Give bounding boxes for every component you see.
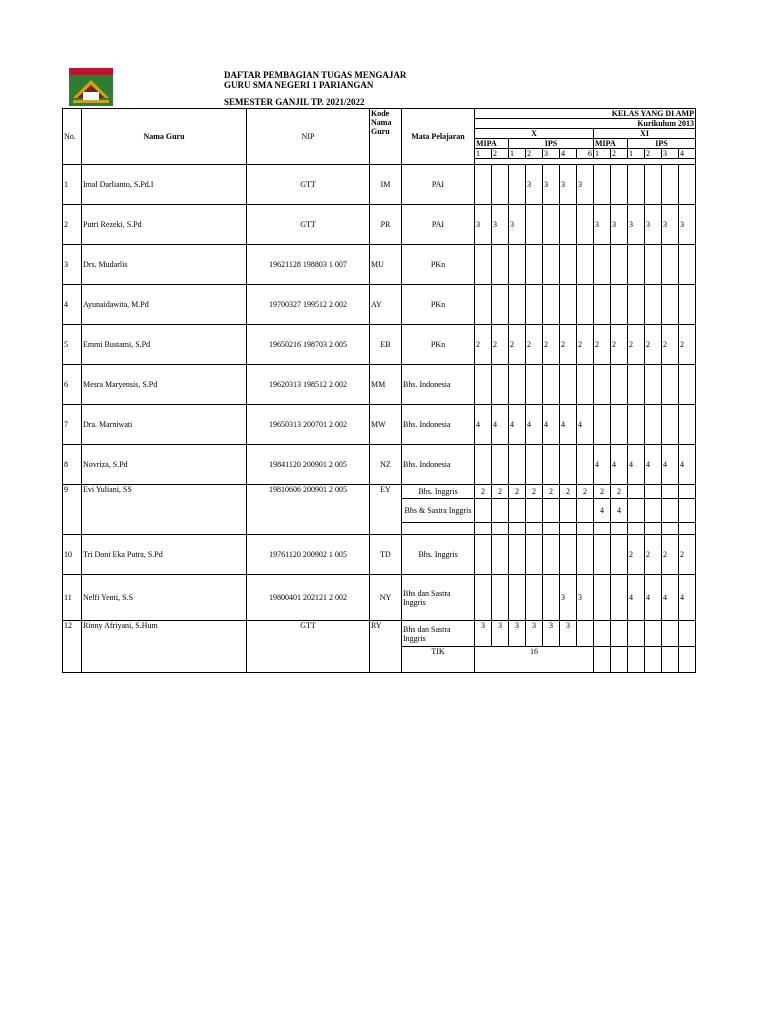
hours-cell: 2	[526, 485, 543, 499]
hours-cell: 3	[560, 165, 577, 205]
teacher-name: Dra. Marniwati	[82, 405, 247, 445]
hours-cell: 2	[645, 535, 662, 575]
hours-cell	[679, 621, 696, 647]
hours-cell	[577, 535, 594, 575]
subject: PKn	[402, 245, 475, 285]
hours-cell	[611, 245, 628, 285]
class-number-x-ips-3: 4	[560, 149, 577, 159]
hours-cell	[645, 499, 662, 523]
subject: TIK	[402, 647, 475, 673]
teacher-name: Novriza, S.Pd	[82, 445, 247, 485]
hours-cell: 2	[560, 325, 577, 365]
hours-cell: 2	[577, 485, 594, 499]
teacher-nip: GTT	[247, 205, 370, 245]
hours-cell	[526, 535, 543, 575]
table-row	[63, 405, 696, 445]
hours-cell	[611, 405, 628, 445]
hours-cell: 3	[509, 205, 526, 245]
hours-cell: 2	[679, 535, 696, 575]
hours-cell	[611, 165, 628, 205]
hours-cell: 2	[662, 535, 679, 575]
hours-cell	[543, 285, 560, 325]
hours-cell	[475, 245, 492, 285]
teacher-code: EB	[370, 325, 402, 365]
hours-cell: 2	[577, 325, 594, 365]
hours-cell	[611, 575, 628, 621]
table-row	[63, 205, 696, 245]
teacher-nip: 19620313 198512 2 002	[247, 365, 370, 405]
school-emblem-logo	[69, 68, 113, 106]
row-number: 9	[63, 485, 82, 535]
hours-cell	[662, 365, 679, 405]
hours-cell	[628, 365, 645, 405]
table-row	[63, 285, 696, 325]
subject-empty	[402, 523, 475, 535]
header-kurikulum: Kurikulum 2013	[475, 119, 696, 129]
hours-cell: 2	[509, 325, 526, 365]
teacher-nip: GTT	[247, 621, 370, 673]
teacher-code: TD	[370, 535, 402, 575]
hours-cell: 3	[645, 205, 662, 245]
hours-cell	[662, 621, 679, 647]
hours-cell	[679, 405, 696, 445]
hours-cell: 3	[577, 575, 594, 621]
hours-cell	[509, 165, 526, 205]
hours-cell	[543, 365, 560, 405]
subject: Bhs dan Sastra Inggris	[402, 575, 475, 621]
hours-cell	[577, 499, 594, 523]
hours-cell: 3	[526, 165, 543, 205]
header-grade-xi: XI	[594, 129, 696, 139]
hours-cell	[628, 245, 645, 285]
hours-cell: 3	[475, 205, 492, 245]
hours-cell	[679, 285, 696, 325]
hours-cell	[543, 535, 560, 575]
hours-cell: 2	[628, 535, 645, 575]
teacher-nip: 19761120 200902 1 005	[247, 535, 370, 575]
row-number: 11	[63, 575, 82, 621]
hours-cell: 2	[492, 325, 509, 365]
hours-cell: 2	[662, 325, 679, 365]
hours-cell	[679, 647, 696, 673]
row-number: 10	[63, 535, 82, 575]
hours-cell: 3	[509, 621, 526, 647]
hours-cell	[662, 285, 679, 325]
hours-cell	[662, 499, 679, 523]
hours-cell	[509, 245, 526, 285]
subject: Bhs & Sastra Inggris	[402, 499, 475, 523]
subject: Bhs dan Sastra Inggris	[402, 621, 475, 647]
hours-cell: 4	[492, 405, 509, 445]
table-row	[63, 485, 696, 499]
hours-cell	[492, 499, 509, 523]
table-row	[63, 621, 696, 647]
hours-cell: 4	[628, 445, 645, 485]
hours-cell	[509, 535, 526, 575]
table-row	[63, 165, 696, 205]
teacher-nip: GTT	[247, 165, 370, 205]
teacher-nip: 19650313 200701 2 002	[247, 405, 370, 445]
hours-cell	[577, 523, 594, 535]
hours-cell	[577, 285, 594, 325]
hours-cell: 4	[645, 575, 662, 621]
hours-cell: 4	[679, 575, 696, 621]
table-row	[63, 445, 696, 485]
hours-cell	[611, 621, 628, 647]
hours-cell	[679, 245, 696, 285]
hours-cell	[628, 485, 645, 499]
header-nip: NIP	[247, 109, 370, 165]
hours-cell: 3	[475, 621, 492, 647]
hours-cell	[679, 499, 696, 523]
hours-cell	[662, 485, 679, 499]
hours-cell: 4	[645, 445, 662, 485]
hours-cell	[594, 535, 611, 575]
hours-cell: 4	[475, 405, 492, 445]
hours-cell: 3	[492, 205, 509, 245]
hours-cell	[594, 647, 611, 673]
table-row	[63, 245, 696, 285]
hours-cell	[594, 165, 611, 205]
class-number-x-ips-1: 2	[526, 149, 543, 159]
hours-cell: 2	[492, 485, 509, 499]
hours-cell: 4	[577, 405, 594, 445]
hours-cell	[645, 405, 662, 445]
subject: Bhs. Indonesia	[402, 365, 475, 405]
teacher-code: MU	[370, 245, 402, 285]
hours-cell	[526, 523, 543, 535]
hours-cell: 4	[662, 575, 679, 621]
hours-cell: 2	[594, 325, 611, 365]
class-number-x-ips-4: 6	[577, 149, 594, 159]
hours-cell	[628, 499, 645, 523]
hours-cell	[526, 285, 543, 325]
hours-cell	[543, 523, 560, 535]
header-xi-ips: IPS	[628, 139, 696, 149]
class-number-x-ips-0: 1	[509, 149, 526, 159]
assignment-table	[62, 108, 696, 673]
hours-cell	[492, 575, 509, 621]
teacher-name: Rinny Afriyani, S.Hum	[82, 621, 247, 673]
teacher-name: Ayunaidawita, M.Pd	[82, 285, 247, 325]
hours-cell	[560, 523, 577, 535]
hours-cell	[662, 523, 679, 535]
hours-cell	[475, 535, 492, 575]
teacher-name: Evi Yuliani, SS	[82, 485, 247, 535]
teacher-nip: 19621128 198803 1 007	[247, 245, 370, 285]
hours-cell	[679, 523, 696, 535]
subject: PKn	[402, 325, 475, 365]
header-xi-mipa: MIPA	[594, 139, 628, 149]
hours-cell	[509, 523, 526, 535]
hours-cell: 3	[543, 165, 560, 205]
hours-cell	[560, 205, 577, 245]
hours-cell	[662, 405, 679, 445]
hours-cell	[594, 245, 611, 285]
hours-cell	[662, 245, 679, 285]
hours-cell	[526, 499, 543, 523]
header-mata-pelajaran: Mata Pelajaran	[402, 109, 475, 165]
hours-cell	[679, 485, 696, 499]
teacher-code: IM	[370, 165, 402, 205]
hours-cell	[577, 245, 594, 285]
subject: Bhs. Indonesia	[402, 445, 475, 485]
hours-cell	[645, 245, 662, 285]
hours-cell: 3	[628, 205, 645, 245]
header-nama-guru: Nama Guru	[82, 109, 247, 165]
teacher-code: NY	[370, 575, 402, 621]
table-row	[63, 325, 696, 365]
hours-cell	[526, 445, 543, 485]
hours-cell: 3	[594, 205, 611, 245]
teacher-nip: 19700327 199512 2 002	[247, 285, 370, 325]
hours-cell	[543, 245, 560, 285]
hours-cell	[594, 285, 611, 325]
hours-cell: 2	[543, 485, 560, 499]
teacher-code: NZ	[370, 445, 402, 485]
hours-cell	[543, 205, 560, 245]
hours-cell: 4	[662, 445, 679, 485]
hours-cell: 4	[679, 445, 696, 485]
hours-cell	[526, 245, 543, 285]
hours-cell: 3	[543, 621, 560, 647]
hours-cell: 2	[543, 325, 560, 365]
row-number: 12	[63, 621, 82, 673]
teacher-nip: 19800401 202121 2 002	[247, 575, 370, 621]
hours-cell	[577, 621, 594, 647]
hours-cell	[594, 365, 611, 405]
hours-cell	[543, 575, 560, 621]
hours-cell	[611, 523, 628, 535]
hours-cell	[543, 499, 560, 523]
subject: PAI	[402, 205, 475, 245]
hours-cell	[492, 535, 509, 575]
class-number-x-ips-2: 3	[543, 149, 560, 159]
hours-cell	[645, 165, 662, 205]
hours-cell	[526, 575, 543, 621]
hours-cell	[509, 499, 526, 523]
hours-cell	[628, 621, 645, 647]
hours-cell	[543, 445, 560, 485]
class-number-xi-mipa-0: 1	[594, 149, 611, 159]
hours-cell	[611, 285, 628, 325]
hours-cell: 3	[679, 205, 696, 245]
assignment-table-container	[62, 108, 702, 694]
hours-cell	[492, 523, 509, 535]
hours-cell	[560, 285, 577, 325]
teacher-code: RY	[370, 621, 402, 673]
teacher-name: Emmi Bustami, S.Pd	[82, 325, 247, 365]
header-no: No.	[63, 109, 82, 165]
hours-cell	[577, 205, 594, 245]
teacher-nip: 19841120 200901 2 005	[247, 445, 370, 485]
hours-cell	[475, 445, 492, 485]
hours-cell	[509, 575, 526, 621]
hours-cell	[611, 365, 628, 405]
class-number-xi-ips-2: 3	[662, 149, 679, 159]
hours-cell	[475, 499, 492, 523]
table-row	[63, 575, 696, 621]
hours-cell	[492, 245, 509, 285]
hours-cell	[645, 523, 662, 535]
hours-cell: 3	[560, 575, 577, 621]
table-row	[63, 365, 696, 405]
doc-semester-line: SEMESTER GANJIL TP. 2021/2022	[224, 97, 365, 107]
hours-cell	[628, 523, 645, 535]
teacher-name: Tri Doni Eka Putra, S.Pd	[82, 535, 247, 575]
hours-cell: 2	[475, 325, 492, 365]
hours-cell	[645, 485, 662, 499]
hours-cell: 3	[526, 621, 543, 647]
class-number-xi-ips-0: 1	[628, 149, 645, 159]
hours-cell	[492, 165, 509, 205]
row-number: 1	[63, 165, 82, 205]
hours-cell: 4	[611, 499, 628, 523]
hours-cell	[679, 165, 696, 205]
subject: Bhs. Indonesia	[402, 405, 475, 445]
hours-cell	[560, 499, 577, 523]
subject: PKn	[402, 285, 475, 325]
header-kelas-title: KELAS YANG DI AMP	[475, 109, 696, 119]
hours-cell: 4	[509, 405, 526, 445]
teacher-code: AY	[370, 285, 402, 325]
hours-cell: 4	[560, 405, 577, 445]
hours-cell	[560, 365, 577, 405]
tik-hours: 16	[475, 647, 594, 673]
hours-cell: 3	[611, 205, 628, 245]
hours-cell	[509, 285, 526, 325]
subject: PAI	[402, 165, 475, 205]
hours-cell: 3	[492, 621, 509, 647]
doc-title-line-1: DAFTAR PEMBAGIAN TUGAS MENGAJAR	[224, 70, 407, 80]
teacher-name: Mesra Maryensis, S.Pd	[82, 365, 247, 405]
hours-cell: 2	[560, 485, 577, 499]
teacher-code: EY	[370, 485, 402, 535]
hours-cell: 2	[645, 325, 662, 365]
hours-cell	[492, 285, 509, 325]
hours-cell	[577, 445, 594, 485]
header-kode: Kode Nama Guru	[370, 109, 402, 165]
row-number: 6	[63, 365, 82, 405]
hours-cell	[560, 445, 577, 485]
hours-cell	[560, 535, 577, 575]
hours-cell	[475, 575, 492, 621]
hours-cell	[645, 621, 662, 647]
hours-cell	[475, 523, 492, 535]
hours-cell	[594, 523, 611, 535]
teacher-code: PR	[370, 205, 402, 245]
class-number-xi-ips-1: 2	[645, 149, 662, 159]
subject: Bhs. Inggris	[402, 535, 475, 575]
row-number: 7	[63, 405, 82, 445]
hours-cell: 3	[560, 621, 577, 647]
header-x-mipa: MIPA	[475, 139, 509, 149]
teacher-nip: 19650216 198703 2 005	[247, 325, 370, 365]
row-number: 5	[63, 325, 82, 365]
teacher-name: Nelfi Yenti, S.S	[82, 575, 247, 621]
hours-cell: 2	[526, 325, 543, 365]
hours-cell: 2	[679, 325, 696, 365]
hours-cell: 2	[628, 325, 645, 365]
header-grade-x: X	[475, 129, 594, 139]
row-number: 2	[63, 205, 82, 245]
hours-cell	[509, 365, 526, 405]
teacher-code: MW	[370, 405, 402, 445]
hours-cell: 4	[543, 405, 560, 445]
hours-cell	[611, 535, 628, 575]
teacher-nip: 19810606 200901 2 005	[247, 485, 370, 535]
hours-cell	[475, 165, 492, 205]
row-number: 3	[63, 245, 82, 285]
hours-cell: 2	[611, 325, 628, 365]
hours-cell	[475, 285, 492, 325]
teacher-code: MM	[370, 365, 402, 405]
doc-title-line-2: GURU SMA NEGERI 1 PARIANGAN	[224, 80, 374, 90]
hours-cell	[628, 647, 645, 673]
hours-cell: 2	[509, 485, 526, 499]
header-x-ips: IPS	[509, 139, 594, 149]
hours-cell	[645, 285, 662, 325]
hours-cell	[645, 647, 662, 673]
hours-cell	[628, 165, 645, 205]
hours-cell: 2	[594, 485, 611, 499]
subject: Bhs. Inggris	[402, 485, 475, 499]
hours-cell: 4	[611, 445, 628, 485]
hours-cell	[577, 365, 594, 405]
hours-cell	[492, 365, 509, 405]
hours-cell	[679, 365, 696, 405]
hours-cell	[594, 405, 611, 445]
hours-cell	[594, 575, 611, 621]
hours-cell	[509, 445, 526, 485]
teacher-name: Drs. Mudarlis	[82, 245, 247, 285]
hours-cell: 4	[628, 575, 645, 621]
hours-cell	[475, 365, 492, 405]
hours-cell	[526, 365, 543, 405]
row-number: 4	[63, 285, 82, 325]
hours-cell	[492, 445, 509, 485]
hours-cell: 3	[662, 205, 679, 245]
class-number-xi-mipa-1: 2	[611, 149, 628, 159]
hours-cell	[645, 365, 662, 405]
hours-cell	[628, 405, 645, 445]
hours-cell	[594, 621, 611, 647]
hours-cell	[628, 285, 645, 325]
hours-cell: 4	[594, 445, 611, 485]
hours-cell: 4	[526, 405, 543, 445]
class-number-x-mipa-1: 2	[492, 149, 509, 159]
hours-cell: 2	[611, 485, 628, 499]
teacher-name: Putri Rezeki, S.Pd	[82, 205, 247, 245]
hours-cell	[611, 647, 628, 673]
hours-cell	[560, 245, 577, 285]
row-number: 8	[63, 445, 82, 485]
class-number-xi-ips-3: 4	[679, 149, 696, 159]
hours-cell: 3	[577, 165, 594, 205]
class-number-x-mipa-0: 1	[475, 149, 492, 159]
hours-cell	[526, 205, 543, 245]
hours-cell: 2	[475, 485, 492, 499]
hours-cell: 4	[594, 499, 611, 523]
teacher-name: Imal Darlianto, S.Pd.I	[82, 165, 247, 205]
hours-cell	[662, 647, 679, 673]
table-row	[63, 535, 696, 575]
hours-cell	[662, 165, 679, 205]
